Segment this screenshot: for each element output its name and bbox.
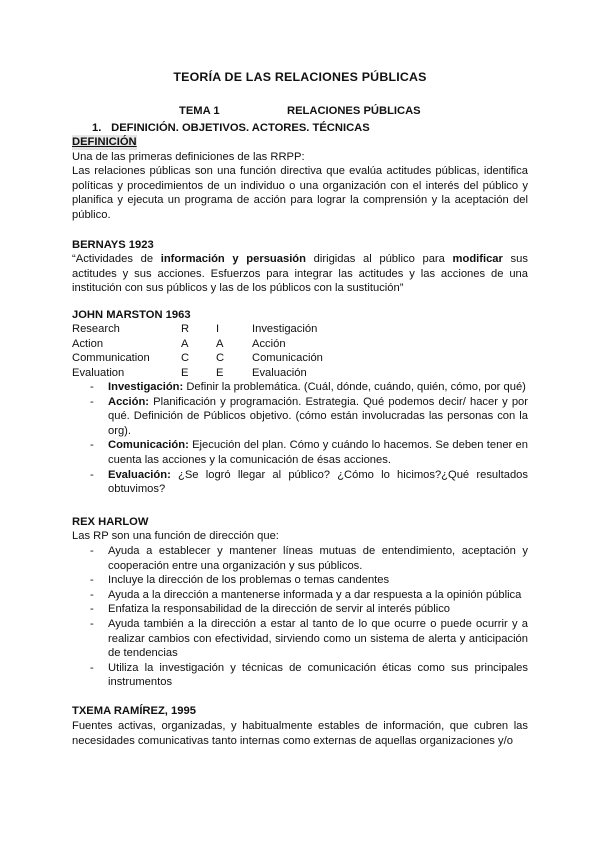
dash-marker: - [90,545,94,557]
bernays-quote-part: “Actividades de [72,253,161,265]
dash-marker: - [90,395,94,408]
bernays-quote-part: dirigidas al público para [305,253,453,265]
list-item-text: Definir la problemática. (Cuál, dónde, cuándo, quién, cómo, por qué) [183,381,526,393]
list-item-text: Utiliza la investigación y técnicas de comunicación éticas como sus principales instrumentos [108,661,528,689]
ramirez-heading: TXEMA RAMÍREZ, 1995 [72,705,196,717]
tema-name: RELACIONES PÚBLICAS [287,105,421,117]
list-item-text: ¿Se logró llegar al público? ¿Cómo lo hicimos?¿Qué resultados obtuvimos? [108,468,528,496]
dash-marker: - [90,617,94,630]
list-item-text: Ayuda a establecer y mantener líneas mutuas de entendimiento, aceptación y cooperación entre una organización y sus públicos. [108,545,528,572]
section-number: 1. [92,122,102,134]
rase-letter-b: E [216,366,224,379]
rase-en: Research [72,323,120,335]
rase-letter-b: A [216,337,224,350]
rase-es: Evaluación [252,366,307,379]
list-item-text: Incluye la dirección de los problemas o temas candentes [108,574,390,587]
document-title: TEORÍA DE LAS RELACIONES PÚBLICAS [173,70,427,84]
dash-marker: - [90,603,94,616]
list-item [72,395,528,439]
rase-letter-b: C [216,352,225,365]
dash-marker: - [90,661,94,674]
list-item-text: Planificación y programación. Estrategia. Qué podemos decir/ hacer y por qué. Definición de Públicos objetivo. (cómo están involucradas las personas con la org). [108,395,528,437]
marston-list-wrap [72,380,528,497]
section-heading [92,121,370,136]
bernays-bold-informacion: información y persuasión [160,253,306,265]
rase-es: Investigación [252,323,318,335]
table-row [72,322,323,337]
dash-marker: - [90,439,94,452]
bernays-quote-part: sus actitudes y sus acciones. Esfuerzos para integrar las actitudes y las acciones de una institución con sus públicos y las de los públicos con la sustitución” [72,253,528,295]
marston-list [72,380,528,497]
list-item-term: Comunicación: [108,439,189,452]
list-item-text: Enfatiza la responsabilidad de la dirección de servir al interés público [108,603,451,616]
dash-marker: - [90,468,94,481]
rase-es: Acción [252,337,286,350]
marston-heading: JOHN MARSTON 1963 [72,309,191,321]
list-item [72,544,528,573]
list-item [72,617,528,661]
tema-label: TEMA 1 [179,105,220,117]
harlow-intro: Las RP son una función de dirección que: [72,530,279,542]
list-item-text: Ayuda a la dirección a mantenerse informada y a dar respuesta a la opinión pública [108,588,522,601]
definicion-text: Las relaciones públicas son una función directiva que evalúa actitudes públicas, identifica políticas y procedimientos de un individuo o una organización con el interés del público y planifica y ejecuta un programa de acción para lograr la comprensión y la aceptación del público. [72,165,528,221]
list-item [72,380,528,395]
bernays-heading: BERNAYS 1923 [72,239,154,251]
list-item [72,602,528,617]
rase-table [72,322,323,380]
dash-marker: - [90,574,94,587]
rase-letter-a: R [181,323,190,335]
marston-table-wrap [72,322,528,380]
rase-letter-a: A [181,337,189,350]
dash-marker: - [90,588,94,601]
definicion-intro: Una de las primeras definiciones de las RRPP: [72,151,305,163]
rase-letter-a: C [181,352,190,365]
list-item-term: Investigación: [108,381,184,393]
dash-marker: - [90,381,94,393]
list-item-text: Ayuda también a la dirección a estar al tanto de lo que ocurre o puede ocurrir y a realizar cambios con efectividad, sirviendo como un sistema de alerta y anticipación de tendencias [108,617,528,660]
rase-es: Comunicación [252,352,323,365]
list-item-text: Ejecución del plan. Cómo y cuándo lo hacemos. Se deben tener en cuenta las acciones y la comunicación de ésas acciones. [108,439,528,466]
list-item [72,438,528,467]
table-row [72,337,323,352]
harlow-list-wrap [72,544,528,690]
table-row [72,351,323,366]
bernays-bold-modificar: modificar [452,253,503,265]
list-item-term: Acción: [108,395,150,408]
table-row [72,366,323,381]
harlow-list [72,544,528,690]
rase-en: Communication [72,352,150,365]
rase-en: Evaluation [72,366,125,379]
definicion-label: DEFINICIÓN [72,136,137,148]
list-item [72,588,528,603]
list-item [72,661,528,690]
rase-en: Action [72,337,104,350]
bernays-quote [72,252,528,296]
list-item [72,468,528,497]
section-text: DEFINICIÓN. OBJETIVOS. ACTORES. TÉCNICAS [111,122,370,134]
rase-letter-b: I [216,323,220,335]
ramirez-text: Fuentes activas, organizadas, y habitualmente estables de información, que cubren las necesidades comunicativas tanto internas como externas de aquellas organizaciones y/o [72,720,528,747]
rase-letter-a: E [181,366,189,379]
list-item-term: Evaluación: [108,468,171,481]
harlow-heading: REX HARLOW [72,516,149,528]
list-item [72,573,528,588]
